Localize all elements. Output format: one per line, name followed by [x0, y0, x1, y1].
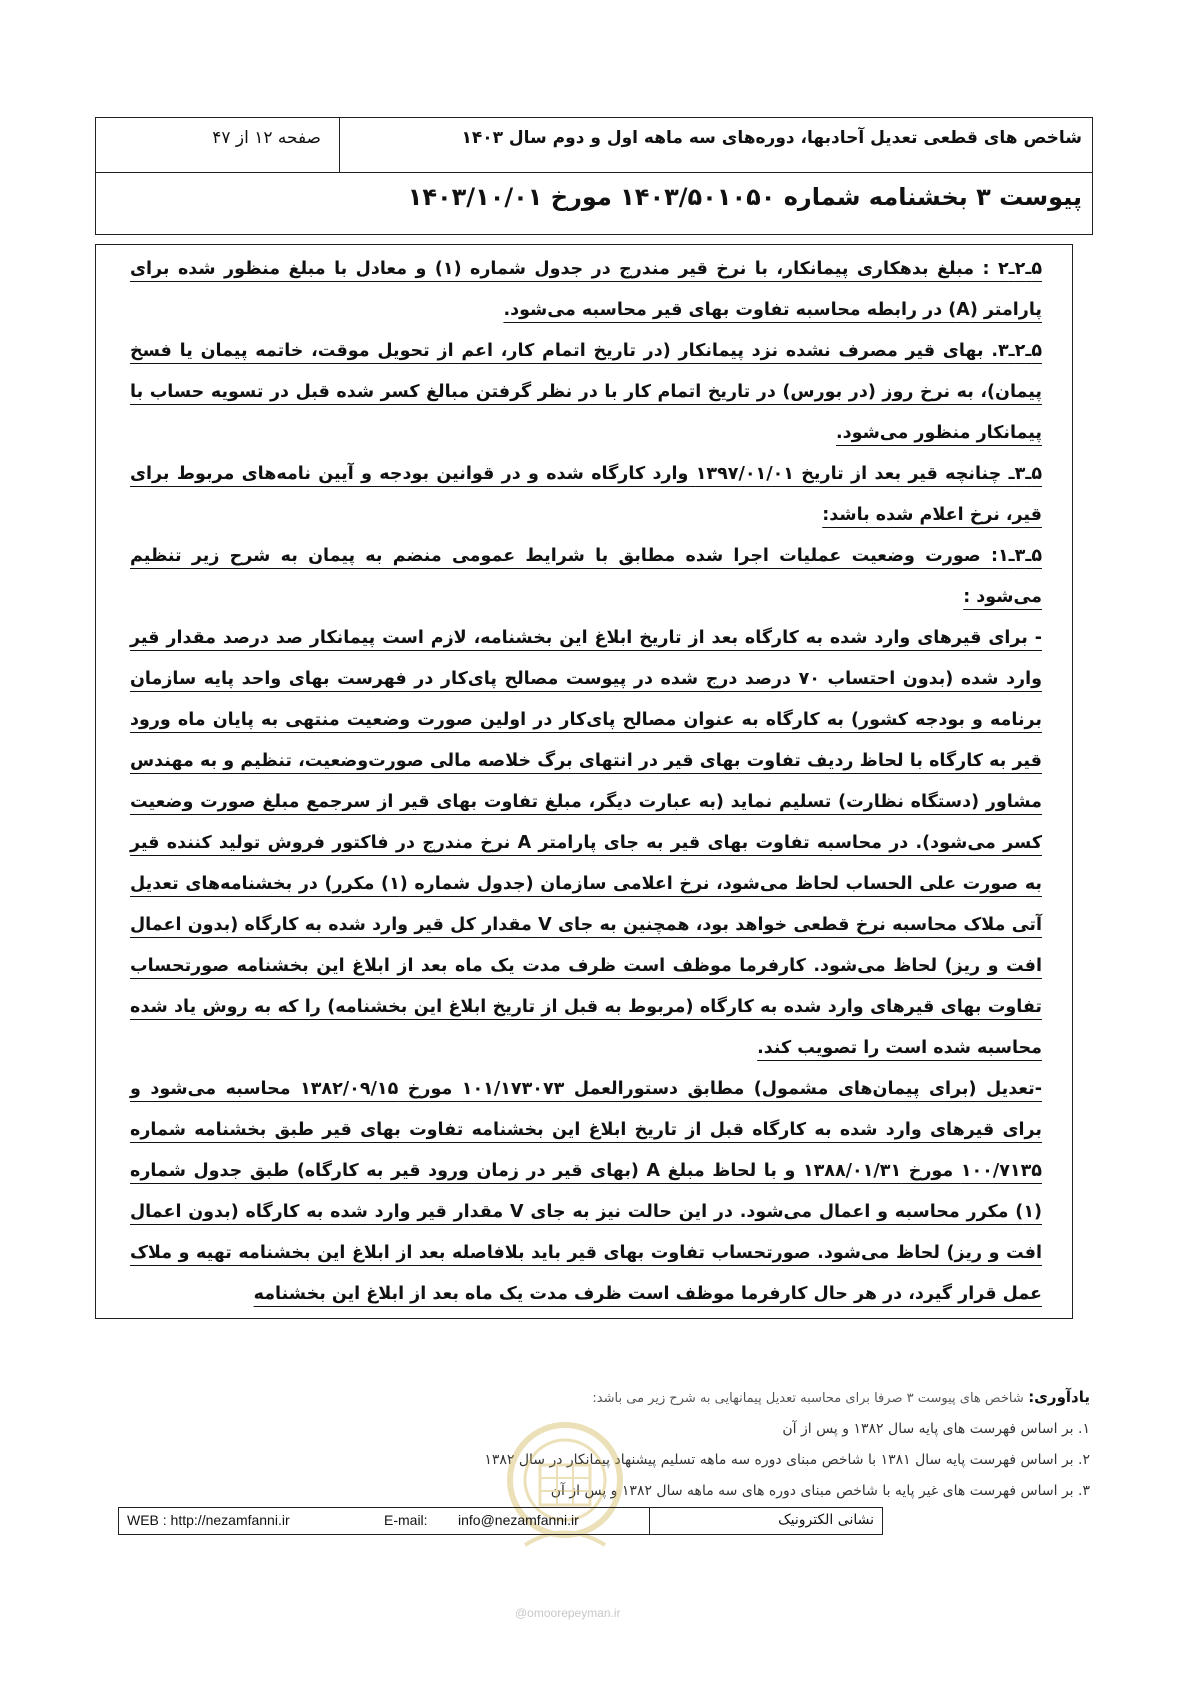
header-row — [96, 118, 1092, 173]
reminder-item: ۱. بر اساس فهرست های پایه سال ۱۳۸۲ و پس از آن — [782, 1421, 1090, 1437]
page-number: صفحه ۱۲ از ۴۷ — [212, 128, 321, 148]
reminder-header — [400, 1382, 1090, 1414]
paragraph: ۵ـ۳ـ چنانچه قیر بعد از تاریخ ۱۳۹۷/۰۱/۰۱ وارد کارگاه شده و در قوانین بودجه و آیین نامه‌های مربوط برای قیر، نرخ اعلام شده باشد: — [130, 464, 1042, 525]
appendix-title: پیوست ۳ بخشنامه شماره ۱۴۰۳/۵۰۱۰۵۰ مورخ ۱۴۰۳/۱۰/۰۱ — [407, 183, 1082, 211]
paragraph: -تعدیل (برای پیمان‌های مشمول) مطابق دستورالعمل ۱۰۱/۱۷۳۰۷۳ مورخ ۱۳۸۲/۰۹/۱۵ محاسبه می‌شود و برای قیرهای وارد شده به کارگاه قبل از تاریخ ابلاغ این بخشنامه تفاوت بهای قیر طبق بخشنامه شماره ۱۰۰/۷۱۳۵ مورخ ۱۳۸۸/۰۱/۳۱ و با لحاظ مبلغ A (بهای قیر در زمان ورود قیر به کارگاه) طبق جدول شماره (۱) مکرر محاسبه و اعمال می‌شود. در این حالت نیز به جای V مقدار قیر وارد شده به کارگاه (بدون اعمال افت و ریز) لحاظ می‌شود. صورتحساب تفاوت بهای قیر باید بلافاصله بعد از ابلاغ این بخشنامه تهیه و ملاک عمل قرار گیرد، در هر حال کارفرما موظف است ظرف مدت یک ماه بعد از ابلاغ این بخشنامه — [130, 1079, 1043, 1304]
footer-divider — [649, 1508, 650, 1534]
reminder-item: ۳. بر اساس فهرست های غیر پایه با شاخص مبنای دوره های سه ماهه سال ۱۳۸۲ و پس از آن — [550, 1483, 1090, 1499]
electronic-address-label: نشانی الکترونیک — [778, 1512, 874, 1528]
reminder-item: ۲. بر اساس فهرست پایه سال ۱۳۸۱ با شاخص مبنای دوره سه ماهه تسلیم پیشنهاد پیمانکار در سال ۱۳۸۲ — [484, 1452, 1090, 1468]
email-label: E-mail: — [384, 1512, 428, 1528]
header-table — [95, 117, 1093, 235]
paragraph: ۵ـ۳ـ۱: صورت وضعیت عملیات اجرا شده مطابق با شرایط عمومی منضم به پیمان به شرح زیر تنظیم می‌شود : — [130, 546, 1042, 607]
paragraph: ۵ـ۲ـ۳. بهای قیر مصرف نشده نزد پیمانکار (در تاریخ اتمام کار، اعم از تحویل موقت، خاتمه پیمان یا فسخ پیمان)، به نرخ روز (در بورس) در تاریخ اتمام کار با در نظر گرفتن مبالغ کسر شده قبل در تسویه حساب با پیمانکار منظور می‌شود. — [130, 341, 1042, 443]
reminder-intro: شاخص های پیوست ۳ صرفا برای محاسبه تعدیل پیمانهایی به شرح زیر می باشد: — [592, 1391, 1024, 1406]
body-content — [95, 244, 1073, 1319]
document-title: شاخص های قطعی تعدیل آحادبها، دوره‌های سه ماهه اول و دوم سال ۱۴۰۳ — [339, 118, 1092, 172]
footer-contact — [118, 1507, 883, 1535]
paragraph: - برای قیرهای وارد شده به کارگاه بعد از تاریخ ابلاغ این بخشنامه، لازم است پیمانکار صد درصد مقدار قیر وارد شده (بدون احتساب ۷۰ درصد درج شده در پیوست مصالح پای‌کار در فهرست بهای واحد پایه سازمان برنامه و بودجه کشور) به کارگاه به عنوان مصالح پای‌کار در اولین صورت وضعیت منتهی به پایان ماه ورود قیر به کارگاه با لحاظ ردیف تفاوت بهای قیر در انتهای برگ خلاصه مالی صورت‌وضعیت، تنظیم و به مهندس مشاور (دستگاه نظارت) تسلیم نماید (به عبارت دیگر، مبلغ تفاوت بهای قیر از سرجمع مبلغ صورت وضعیت کسر می‌شود). در محاسبه تفاوت بهای قیر به جای پارامتر A نرخ مندرج در فاکتور فروش تولید کننده قیر به صورت علی الحساب لحاظ می‌شود، نرخ اعلامی سازمان (جدول شماره (۱) مکرر) در بخشنامه‌های تعدیل آتی ملاک محاسبه نرخ قطعی خواهد بود، همچنین به جای V مقدار کل قیر وارد شده به کارگاه (بدون اعمال افت و ریز) لحاظ می‌شود. کارفرما موظف است ظرف مدت یک ماه بعد از ابلاغ این بخشنامه صورتحساب تفاوت بهای قیرهای وارد شده به کارگاه (مربوط به قبل از تاریخ ابلاغ این بخشنامه) را که به روش یاد شده محاسبه شده است را تصویب کند. — [130, 628, 1043, 1058]
watermark-logo-icon — [495, 1420, 635, 1570]
paragraph: ۵ـ۲ـ۲ : مبلغ بدهکاری پیمانکار، با نرخ قیر مندرج در جدول شماره (۱) و معادل با مبلغ منظور شده برای پارامتر (A) در رابطه محاسبه تفاوت بهای قیر محاسبه می‌شود. — [130, 259, 1043, 320]
website-link[interactable]: WEB : http://nezamfanni.ir — [127, 1512, 290, 1528]
watermark-caption: @omoorepeyman.ir — [515, 1606, 621, 1620]
reminder-title: یادآوری: — [1028, 1388, 1090, 1406]
email-link[interactable]: info@nezamfanni.ir — [458, 1512, 579, 1528]
